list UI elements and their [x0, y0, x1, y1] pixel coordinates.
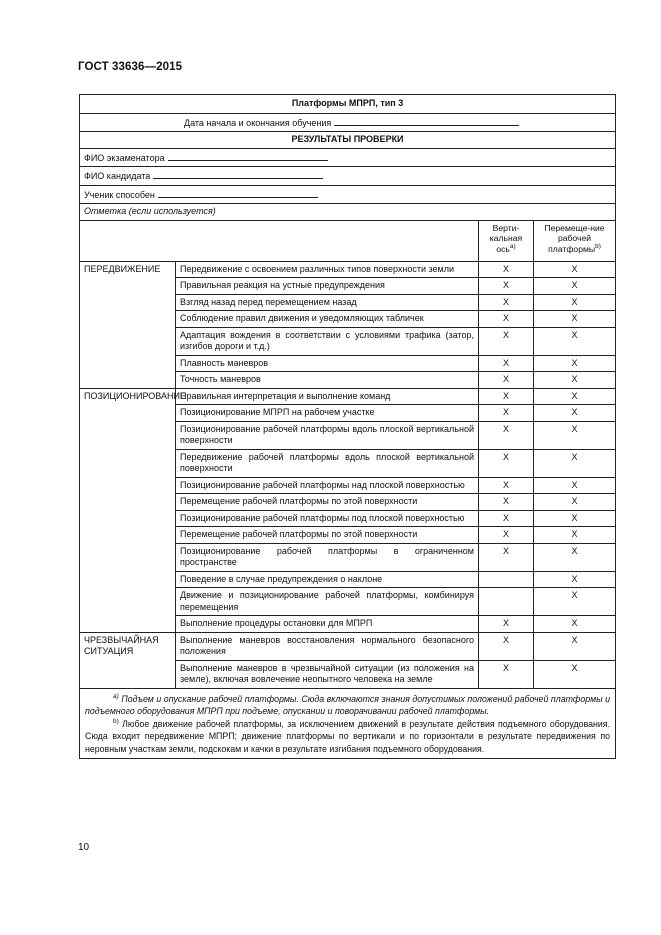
- task-cell: Перемещение рабочей платформы по этой поверхности: [176, 527, 479, 544]
- platform-move-mark: X: [534, 660, 616, 688]
- form-heading: Платформы МПРП, тип 3: [80, 95, 616, 114]
- candidate-line[interactable]: [153, 169, 323, 179]
- task-cell: Адаптация вождения в соответствии с условиями трафика (затор, изгибов дороги и т.д.): [176, 327, 479, 355]
- platform-move-mark: X: [534, 543, 616, 571]
- vertical-axis-mark: [479, 571, 534, 588]
- results-heading-row: [80, 132, 616, 149]
- section-label: ПЕРЕДВИЖЕНИЕ: [80, 261, 176, 388]
- platform-move-mark: X: [534, 571, 616, 588]
- candidate-label: ФИО кандидата: [84, 171, 151, 181]
- document-title: ГОСТ 33636—2015: [78, 61, 183, 73]
- footnote-a: [85, 693, 610, 718]
- date-row: [80, 113, 616, 132]
- platform-move-mark: X: [534, 632, 616, 660]
- table-row: [80, 632, 616, 660]
- table-row: [80, 261, 616, 278]
- vertical-axis-mark: X: [479, 355, 534, 372]
- vertical-axis-mark: X: [479, 510, 534, 527]
- platform-move-mark: X: [534, 294, 616, 311]
- vertical-axis-mark: X: [479, 261, 534, 278]
- vertical-axis-mark: X: [479, 294, 534, 311]
- platform-move-mark: X: [534, 327, 616, 355]
- trainee-line[interactable]: [158, 188, 318, 198]
- task-cell: Соблюдение правил движения и уведомляющих табличек: [176, 311, 479, 328]
- vertical-axis-mark: X: [479, 616, 534, 633]
- section-label: ЧРЕЗВЫЧАЙНАЯ СИТУАЦИЯ: [80, 632, 176, 688]
- vertical-axis-mark: X: [479, 632, 534, 660]
- vertical-axis-mark: X: [479, 405, 534, 422]
- task-cell: Выполнение маневров в чрезвычайной ситуации (из положения на земле), включая вовлечение неопытного человека на земле: [176, 660, 479, 688]
- results-heading: РЕЗУЛЬТАТЫ ПРОВЕРКИ: [80, 132, 616, 149]
- platform-move-mark: X: [534, 510, 616, 527]
- platform-move-mark: X: [534, 616, 616, 633]
- task-cell: Перемещение рабочей платформы по этой поверхности: [176, 494, 479, 511]
- task-cell: Точность маневров: [176, 372, 479, 389]
- vertical-axis-mark: X: [479, 449, 534, 477]
- task-cell: Позиционирование рабочей платформы под плоской поверхностью: [176, 510, 479, 527]
- vertical-axis-mark: X: [479, 327, 534, 355]
- footnotes-row: [80, 688, 616, 759]
- candidate-row: [80, 167, 616, 186]
- task-cell: Позиционирование рабочей платформы в ограниченном пространстве: [176, 543, 479, 571]
- vertical-axis-mark: X: [479, 527, 534, 544]
- task-cell: Правильная реакция на устные предупреждения: [176, 278, 479, 295]
- platform-move-mark: X: [534, 372, 616, 389]
- page-number: 10: [78, 842, 90, 853]
- task-cell: Позиционирование рабочей платформы над плоской поверхностью: [176, 477, 479, 494]
- platform-move-mark: X: [534, 494, 616, 511]
- date-label: Дата начала и окончания обучения: [184, 117, 332, 128]
- mark-label: Отметка (если используется): [80, 204, 616, 221]
- header-spacer: [80, 220, 479, 261]
- header-platform-move: [534, 220, 616, 261]
- header-vertical-axis-label: Верти-кальная ось: [489, 222, 523, 254]
- trainee-field: [80, 185, 616, 204]
- platform-move-mark: X: [534, 311, 616, 328]
- platform-move-mark: X: [534, 421, 616, 449]
- section-label: ПОЗИЦИОНИРОВАНИЕ: [80, 388, 176, 632]
- platform-move-mark: X: [534, 527, 616, 544]
- footnotes-section: [80, 688, 616, 759]
- column-header-row: [80, 220, 616, 261]
- platform-move-mark: X: [534, 388, 616, 405]
- footnote-b-marker: b): [113, 717, 119, 725]
- platform-move-mark: X: [534, 405, 616, 422]
- examiner-label: ФИО экзаменатора: [84, 152, 165, 163]
- vertical-axis-mark: X: [479, 372, 534, 389]
- footnote-b-text: Любое движение рабочей платформы, за исключением движений в результате действия подъемного оборудования. Сюда входит передвижение МПРП; движение платформы по вертикали и по горизонтали в результате передвижения по неровным участкам земли, подскокам и качки в результате изгибания подъемного оборудования.: [85, 718, 611, 754]
- footnotes-cell: [80, 688, 616, 759]
- platform-move-mark: X: [534, 278, 616, 295]
- vertical-axis-mark: X: [479, 494, 534, 511]
- sections-body: [80, 261, 616, 688]
- header-vertical-axis: [479, 220, 534, 261]
- examiner-row: [80, 148, 616, 167]
- platform-move-mark: X: [534, 477, 616, 494]
- examiner-line[interactable]: [168, 151, 328, 161]
- task-cell: Позиционирование рабочей платформы вдоль плоской вертикальной поверхности: [176, 421, 479, 449]
- vertical-axis-mark: X: [479, 543, 534, 571]
- vertical-axis-mark: X: [479, 421, 534, 449]
- trainee-row: [80, 185, 616, 204]
- table-row: [80, 388, 616, 405]
- candidate-field: [80, 167, 616, 186]
- platform-move-mark: X: [534, 449, 616, 477]
- footnote-a-ref: а): [509, 242, 516, 250]
- header-platform-move-label: Перемеще-ние рабочей платформы: [544, 222, 605, 254]
- task-cell: Выполнение маневров восстановления нормального безопасного положения: [176, 632, 479, 660]
- platform-move-mark: X: [534, 355, 616, 372]
- task-cell: Передвижение рабочей платформы вдоль плоской вертикальной поверхности: [176, 449, 479, 477]
- vertical-axis-mark: X: [479, 660, 534, 688]
- date-line[interactable]: [334, 116, 519, 126]
- footnote-b-ref: b): [595, 242, 601, 250]
- trainee-label: Ученик способен: [84, 189, 155, 200]
- task-cell: Поведение в случае предупреждения о наклоне: [176, 571, 479, 588]
- task-cell: Плавность маневров: [176, 355, 479, 372]
- task-cell: Движение и позиционирование рабочей платформы, комбинируя перемещения: [176, 588, 479, 616]
- footnote-a-marker: а): [113, 692, 119, 700]
- vertical-axis-mark: X: [479, 278, 534, 295]
- form-heading-row: [80, 95, 616, 114]
- platform-move-mark: X: [534, 588, 616, 616]
- date-field: [80, 113, 616, 132]
- task-cell: Передвижение с освоением различных типов поверхности земли: [176, 261, 479, 278]
- vertical-axis-mark: X: [479, 477, 534, 494]
- vertical-axis-mark: X: [479, 388, 534, 405]
- vertical-axis-mark: [479, 588, 534, 616]
- vertical-axis-mark: X: [479, 311, 534, 328]
- examiner-field: [80, 148, 616, 167]
- training-record-table: [79, 94, 616, 759]
- footnote-a-text: Подъем и опускание рабочей платформы. Сюда включаются знания допустимых положений рабочей платформы и подъемного оборудования МПРП при подъеме, опускании и поворачивании рабочей платформы.: [85, 693, 611, 717]
- platform-move-mark: X: [534, 261, 616, 278]
- mark-row: [80, 204, 616, 221]
- task-cell: Взгляд назад перед перемещением назад: [176, 294, 479, 311]
- footnote-b: [85, 718, 610, 756]
- task-cell: Правильная интерпретация и выполнение команд: [176, 388, 479, 405]
- task-cell: Выполнение процедуры остановки для МПРП: [176, 616, 479, 633]
- task-cell: Позиционирование МПРП на рабочем участке: [176, 405, 479, 422]
